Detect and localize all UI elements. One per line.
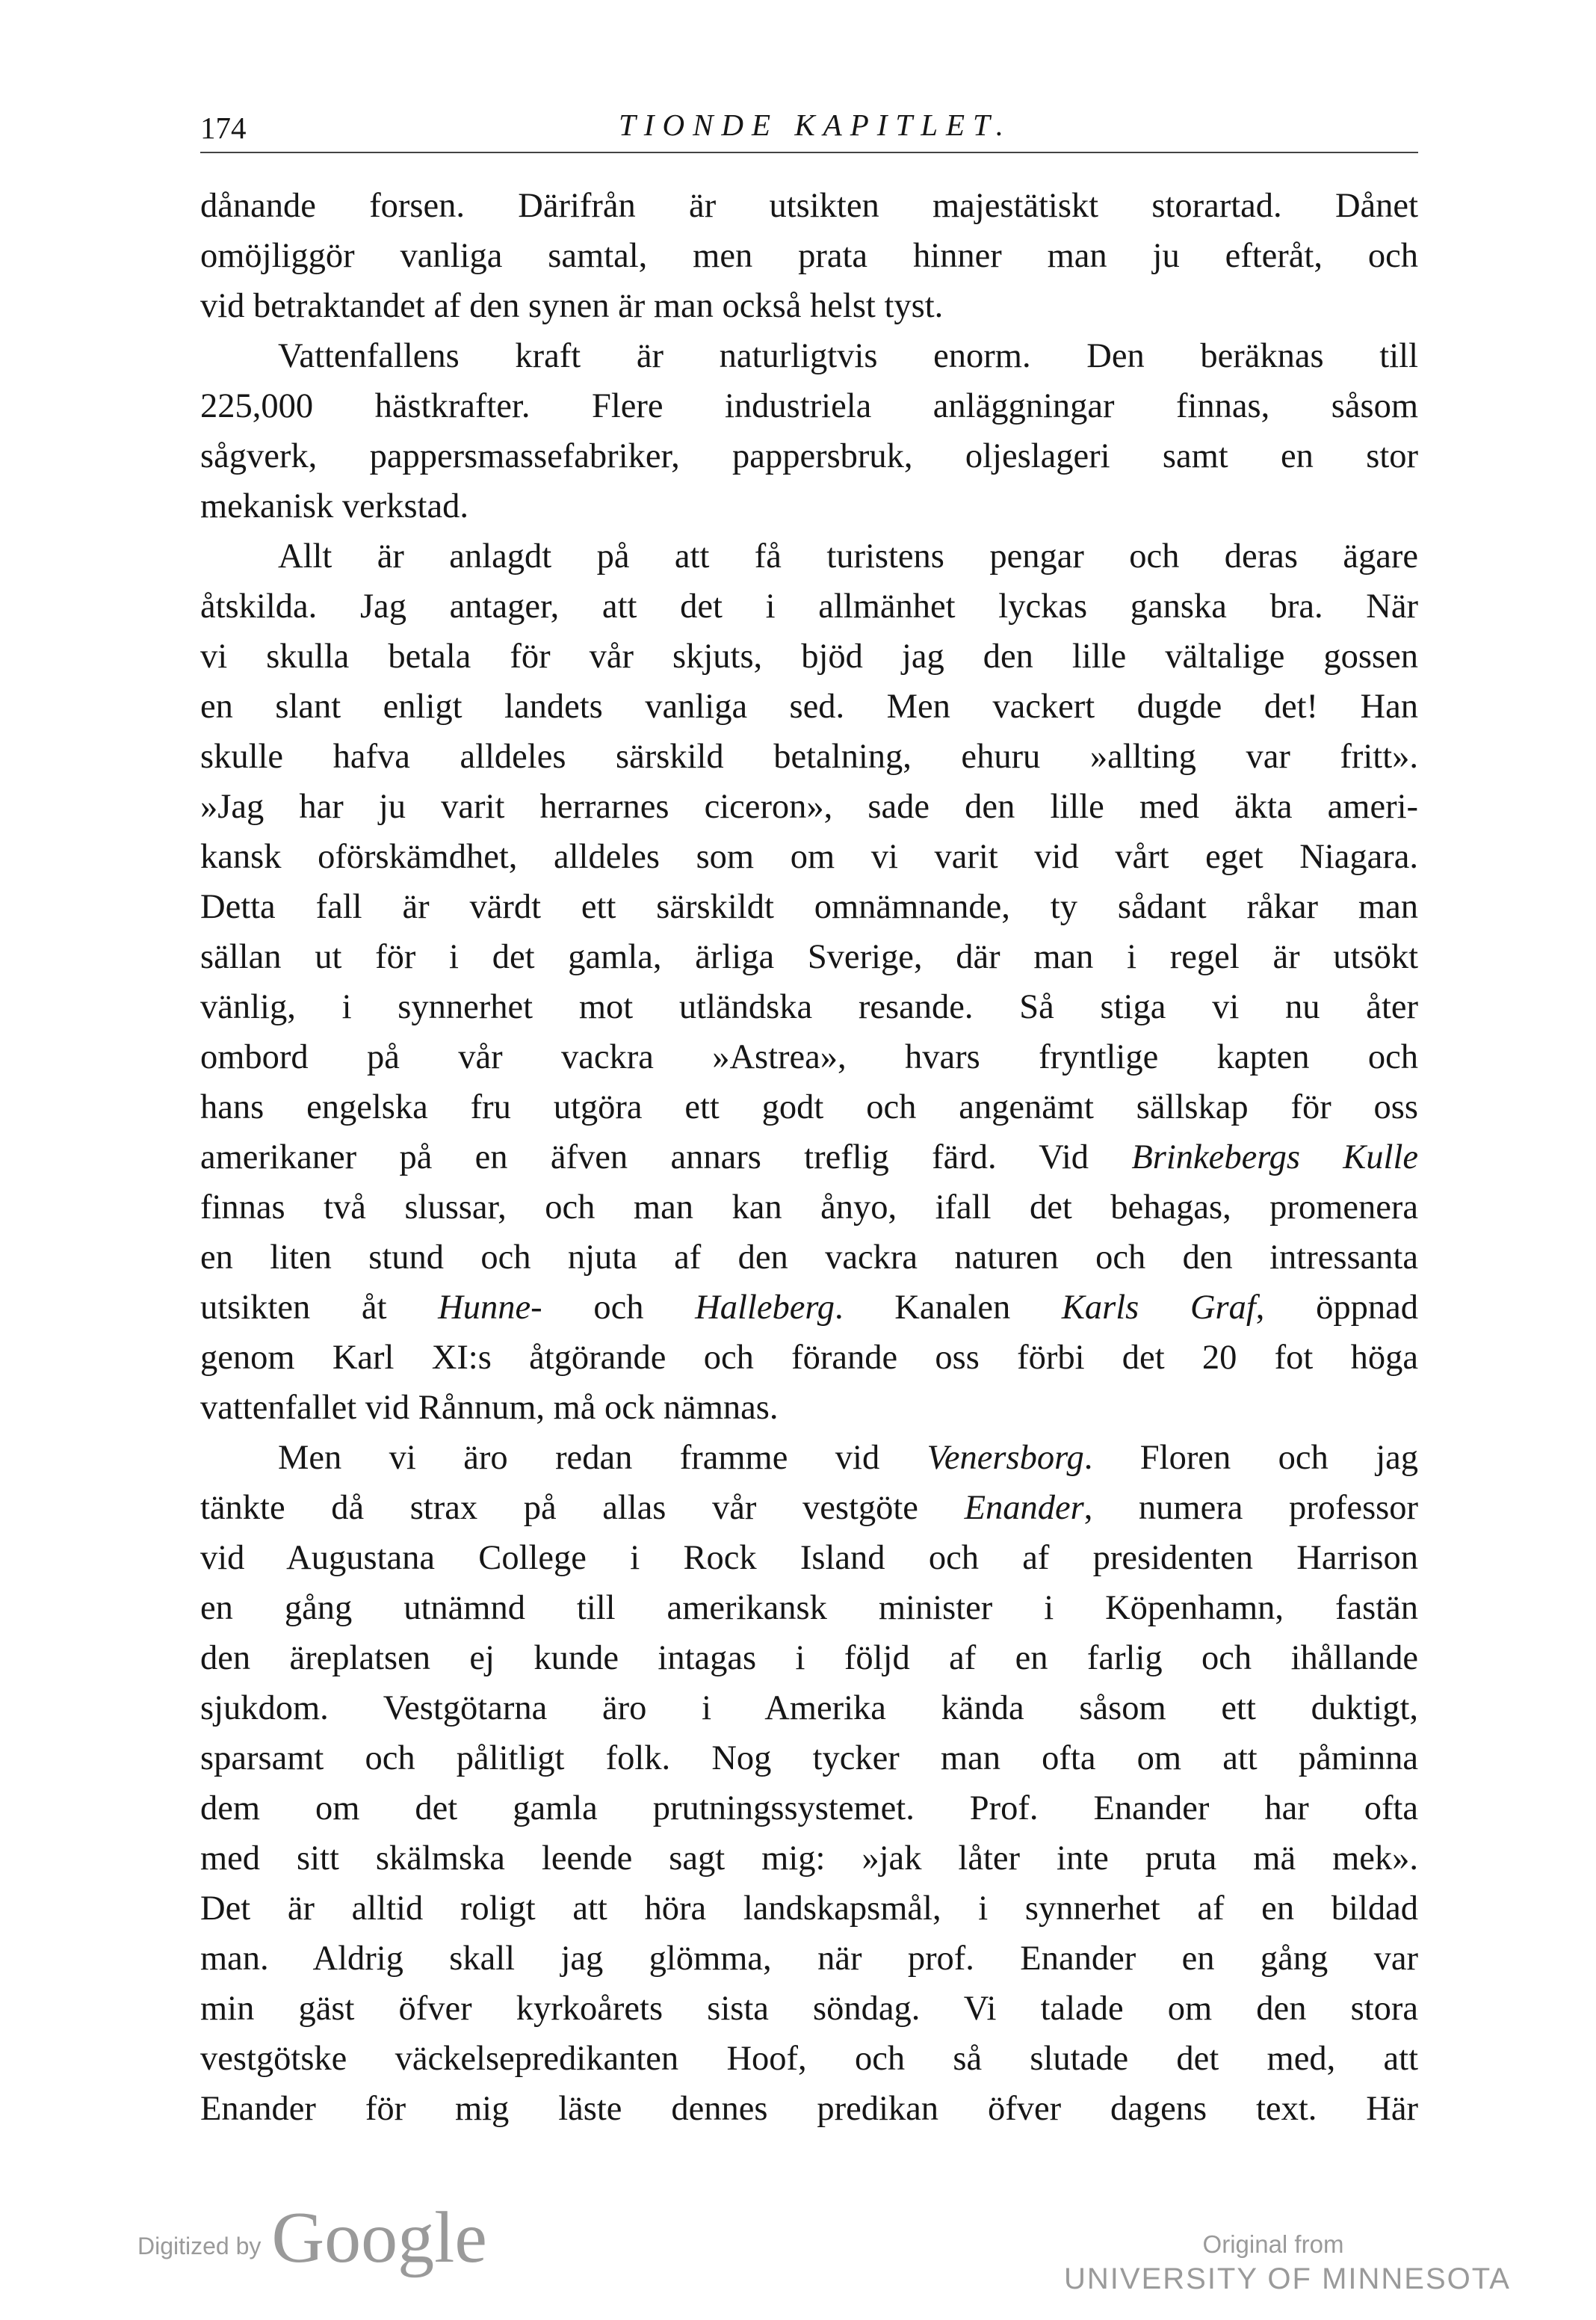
text-segment: min gäst öfver kyrkoårets sista söndag. Vi talade om den stora [200,1990,1418,2028]
text-line [200,1032,1418,1082]
text-line [200,1984,1418,2034]
text-line [200,1433,1418,1483]
text-segment: genom Karl XI:s åtgörande och förande oss förbi det 20 fot höga [200,1339,1418,1377]
text-segment: Det är alltid roligt att höra landskapsmål, i synnerhet af en bildad [200,1889,1418,1928]
text-segment: vid Augustana College i Rock Island och af presidenten Harrison [200,1539,1418,1577]
text-segment: vestgötske väckelsepredikanten Hoof, och så slutade det med, att [200,2040,1418,2078]
text-segment: sjukdom. Vestgötarna äro i Amerika kända såsom ett duktigt, [200,1689,1418,1727]
body-text [200,181,1418,2134]
text-segment: . Kanalen [834,1289,1062,1327]
text-segment: omöjliggör vanliga samtal, men prata hinner man ju efteråt, och [200,237,1418,275]
text-line [200,632,1418,682]
text-line [200,2034,1418,2084]
text-line [200,481,1418,531]
text-line [200,1633,1418,1683]
text-line [200,2084,1418,2134]
text-line [200,932,1418,982]
place-name-italic: Hunne- [438,1289,542,1327]
text-segment: dånande forsen. Därifrån är utsikten majestätiskt storartad. Dånet [200,187,1418,225]
text-segment: Vattenfallens kraft är naturligtvis enorm. Den beräknas till [278,337,1418,375]
text-line [200,1333,1418,1383]
original-from-watermark [1064,2229,1511,2298]
place-name-italic: Halleberg [695,1289,835,1327]
text-line [200,181,1418,231]
text-line [200,1533,1418,1583]
text-segment: , numera professor [1083,1489,1419,1527]
text-segment: utsikten åt [200,1289,439,1327]
text-line [200,381,1418,431]
text-segment: vi skulla betala för vår skjuts, bjöd jag den lille vältalige gossen [200,638,1418,676]
text-segment: . Floren och jag [1083,1439,1419,1477]
text-segment: dem om det gamla prutningssystemet. Prof. Enander har ofta [200,1789,1418,1827]
text-line [200,782,1418,832]
text-segment: tänkte då strax på allas vår vestgöte [200,1489,965,1527]
text-segment: finnas två slussar, och man kan ånyo, ifall det behagas, promenera [200,1188,1418,1227]
text-line [200,281,1418,331]
text-segment: en liten stund och njuta af den vackra naturen och den intressanta [200,1238,1418,1277]
place-name-italic: Venersborg [927,1439,1084,1477]
text-line [200,682,1418,732]
text-line [200,732,1418,782]
text-line [200,331,1418,381]
university-label: UNIVERSITY OF MINNESOTA [1064,2262,1511,2295]
text-line [200,1733,1418,1783]
text-line [200,1082,1418,1132]
text-line [200,1182,1418,1232]
text-segment: vänlig, i synnerhet mot utländska resande. Så stiga vi nu åter [200,988,1418,1026]
text-segment: hans engelska fru utgöra ett godt och angenämt sällskap för oss [200,1088,1418,1126]
text-segment: den äreplatsen ej kunde intagas i följd af en farlig och ihållande [200,1639,1418,1677]
person-name-italic: Enander [964,1489,1084,1527]
page-number: 174 [200,111,247,145]
text-line [200,1583,1418,1633]
text-segment: Allt är anlagdt på att få turistens pengar och deras ägare [278,537,1418,576]
text-segment: sågverk, pappersmassefabriker, pappersbruk, oljeslageri samt en stor [200,437,1418,475]
text-line [200,431,1418,481]
text-segment: vattenfallet vid Rånnum, må ock nämnas. [200,1389,779,1427]
running-head: TIONDE KAPITLET. [619,108,1012,142]
text-segment: sparsamt och pålitligt folk. Nog tycker man ofta om att påminna [200,1739,1418,1777]
text-line [200,1383,1418,1433]
text-segment: amerikaner på en äfven annars treflig färd. Vid [200,1138,1132,1176]
text-segment: kansk oförskämdhet, alldeles som om vi varit vid vårt eget Niagara. [200,838,1418,876]
text-segment: och [542,1289,696,1327]
text-segment: Detta fall är värdt ett särskildt omnämnande, ty sådant råkar man [200,888,1418,926]
text-line [200,1884,1418,1934]
text-line [200,1833,1418,1884]
text-segment: 225,000 hästkrafter. Flere industriela anläggningar finnas, såsom [200,387,1418,425]
digitized-by-label: Digitized by [137,2233,262,2259]
text-segment: man. Aldrig skall jag glömma, när prof. Enander en gång var [200,1940,1418,1978]
text-line [200,231,1418,281]
text-segment: vid betraktandet af den synen är man också helst tyst. [200,287,944,325]
text-line [200,581,1418,632]
text-segment: Men vi äro redan framme vid [278,1439,927,1477]
text-line [200,531,1418,581]
place-name-italic: Brinkebergs Kulle [1131,1138,1418,1176]
text-segment: Enander för mig läste dennes predikan öfver dagens text. Här [200,2090,1418,2128]
text-line [200,1934,1418,1984]
text-line [200,1783,1418,1833]
text-segment: med sitt skälmska leende sagt mig: »jak låter inte pruta mä mek». [200,1839,1418,1878]
google-logo: Google [271,2197,487,2278]
text-segment: ombord på vår vackra »Astrea», hvars fryntlige kapten och [200,1038,1418,1076]
digitized-by-google-watermark [137,2197,487,2278]
place-name-italic: Karls Graf [1061,1289,1256,1327]
text-segment: skulle hafva alldeles särskild betalning, ehuru »allting var fritt». [200,738,1418,776]
text-line [200,1132,1418,1182]
text-segment: en gång utnämnd till amerikansk minister i Köpenhamn, fastän [200,1589,1418,1627]
text-segment: sällan ut för i det gamla, ärliga Sverige, där man i regel är utsökt [200,938,1418,976]
text-line [200,1483,1418,1533]
text-line [200,882,1418,932]
text-segment: , öppnad [1255,1289,1418,1327]
text-segment: åtskilda. Jag antager, att det i allmänhet lyckas ganska bra. När [200,587,1418,626]
header-rule [200,152,1418,153]
text-line [200,1232,1418,1283]
text-segment: en slant enligt landets vanliga sed. Men vackert dugde det! Han [200,688,1418,726]
text-segment: mekanisk verkstad. [200,487,468,525]
text-segment: »Jag har ju varit herrarnes ciceron», sade den lille med äkta ameri- [200,788,1418,826]
text-line [200,982,1418,1032]
text-line [200,832,1418,882]
text-line [200,1283,1418,1333]
text-line [200,1683,1418,1733]
original-from-label: Original from [1202,2230,1344,2258]
